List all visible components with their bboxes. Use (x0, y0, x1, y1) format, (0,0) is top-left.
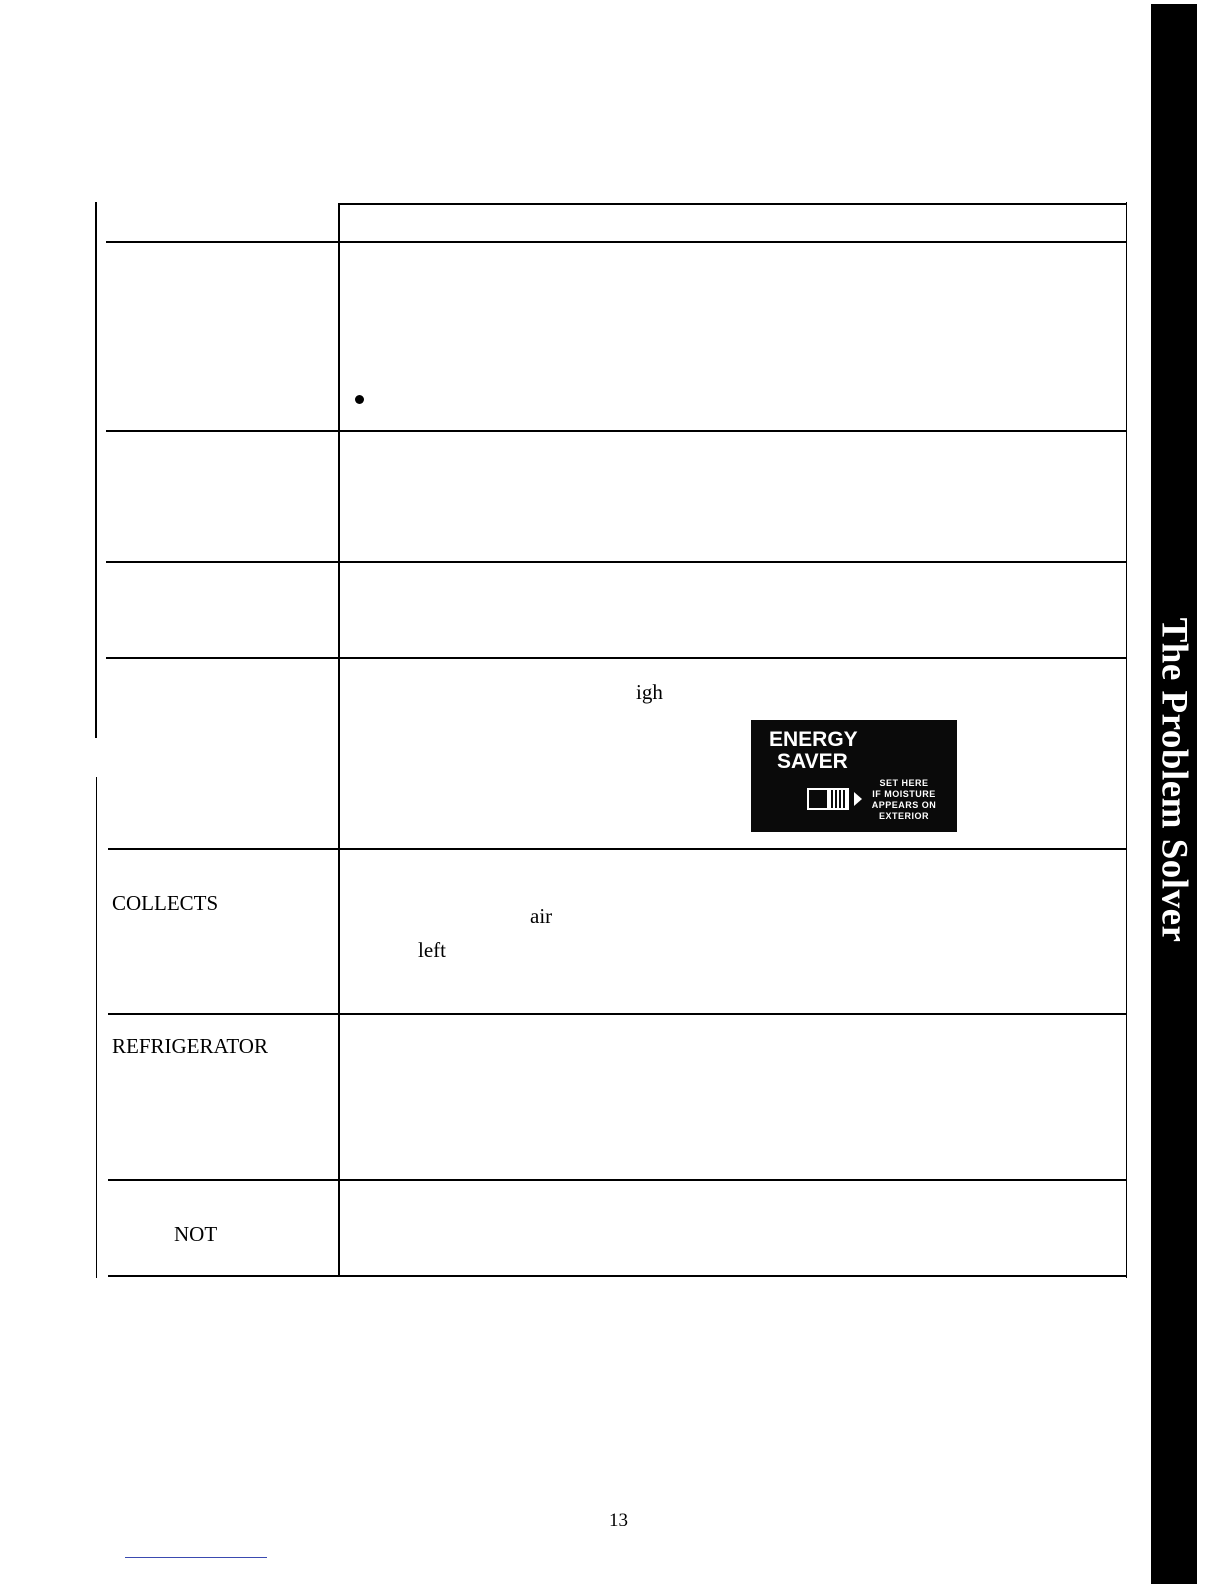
list-bullet (355, 395, 364, 404)
switch-knob (809, 790, 829, 808)
column-divider (338, 203, 340, 1277)
row6-problem-label: REFRIGERATOR (112, 1034, 268, 1058)
row-rule-4 (108, 848, 1126, 850)
energy-saver-note-line2: IF MOISTURE (872, 789, 936, 799)
row-rule-5 (108, 1013, 1126, 1015)
energy-saver-title-line2: SAVER (777, 750, 848, 773)
row-rule-2 (106, 561, 1126, 563)
section-title: The Problem Solver (1153, 617, 1195, 943)
row7-problem-label: NOT (174, 1222, 218, 1246)
energy-saver-note-line3: APPEARS ON (871, 800, 937, 810)
switch-grip (829, 790, 847, 808)
row4-solution-fragment: igh (636, 680, 663, 704)
row-rule-3 (106, 657, 1126, 659)
energy-saver-note-line1: SET HERE (879, 778, 929, 788)
header-rule (106, 241, 1126, 243)
energy-saver-note-line4: EXTERIOR (878, 811, 929, 821)
row5-solution-fragment-air: air (530, 904, 553, 928)
page-number: 13 (609, 1510, 628, 1531)
left-margin-rule-lower (96, 777, 97, 1278)
table-bottom-rule (108, 1275, 1126, 1277)
row5-problem-label: COLLECTS (112, 891, 219, 915)
footer-rule (125, 1557, 267, 1558)
table-right-edge (1126, 202, 1127, 1278)
row-rule-1 (106, 430, 1126, 432)
row5-solution-fragment-left: left (418, 938, 446, 962)
arrow-right-icon (854, 792, 862, 806)
left-margin-rule-upper (95, 202, 97, 738)
table-top-rule (338, 203, 1126, 205)
energy-saver-switch-icon (807, 788, 849, 810)
row-rule-6 (108, 1179, 1126, 1181)
energy-saver-title-line1: ENERGY (769, 728, 858, 751)
energy-saver-note (864, 778, 944, 822)
energy-saver-label (751, 720, 957, 832)
